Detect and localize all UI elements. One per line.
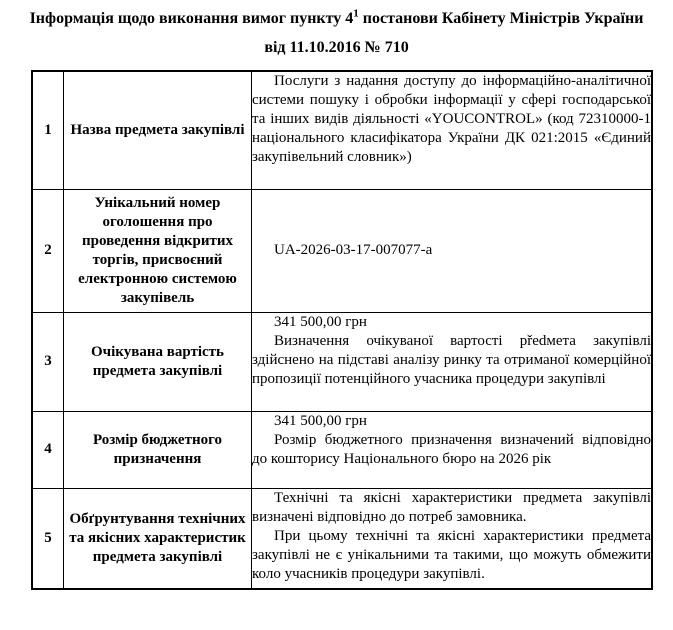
row-number: 2 <box>32 189 64 312</box>
table-row <box>32 189 652 312</box>
row-number: 3 <box>32 312 64 411</box>
title-text-suffix: постанови Кабінету Міністрів України <box>358 10 644 27</box>
row-number: 1 <box>32 71 64 189</box>
row-value <box>252 71 653 189</box>
row-label: Розмір бюджетного призначення <box>64 411 252 488</box>
procurement-info-table <box>31 70 653 590</box>
row-value-paragraph: Технічні та якісні характеристики предмета закупівлі визначені відповідно до потреб замовника. <box>252 489 651 525</box>
row-value <box>252 488 653 589</box>
row-value <box>252 411 653 488</box>
table-row <box>32 71 652 189</box>
document-title <box>0 0 673 58</box>
row-label: Унікальний номер оголошення про проведення відкритих торгів, присвоєний електронною системою закупівель <box>64 189 252 312</box>
row-label: Назва предмета закупівлі <box>64 71 252 189</box>
row-value-paragraph: Визначення очікуваної вартості předмета закупівлі здійснено на підставі аналізу ринку та отриманої комерційної пропозиції потенційного учасника процедури закупівлі <box>252 332 651 387</box>
row-number: 5 <box>32 488 64 589</box>
row-value-paragraph: Послуги з надання доступу до інформаційно-аналітичної системи пошуку і обробки інформації у сфері господарської та інших видів діяльності «YOUCONTROL» (код 72310000-1 національного класифікатора України ДК 021:2015 «Єдиний закупівельний словник») <box>252 73 651 165</box>
row-value <box>252 189 653 312</box>
row-value-paragraph: При цьому технічні та якісні характеристики предмета закупівлі не є унікальними та такими, що можуть обмежити коло учасників процедури закупівлі. <box>252 527 651 582</box>
title-text-prefix: Інформація щодо виконання вимог пункту 4 <box>29 10 354 27</box>
row-label: Обґрунтування технічних та якісних характеристик предмета закупівлі <box>64 488 252 589</box>
row-value-paragraph: Розмір бюджетного призначення визначений відповідно до кошторису Національного бюро на 2026 рік <box>252 431 651 467</box>
row-value-paragraph: UA-2026-03-17-007077-a <box>274 242 433 258</box>
row-value <box>252 312 653 411</box>
title-superscript: 1 <box>353 7 359 20</box>
row-value-paragraph: 341 500,00 грн <box>274 313 367 330</box>
document-title-line1 <box>0 9 673 29</box>
table-row <box>32 411 652 488</box>
table-row <box>32 312 652 411</box>
row-number: 4 <box>32 411 64 488</box>
document-title-line2: від 11.10.2016 № 710 <box>264 39 409 56</box>
row-label: Очікувана вартість предмета закупівлі <box>64 312 252 411</box>
table-row <box>32 488 652 589</box>
row-value-paragraph: 341 500,00 грн <box>274 412 367 429</box>
